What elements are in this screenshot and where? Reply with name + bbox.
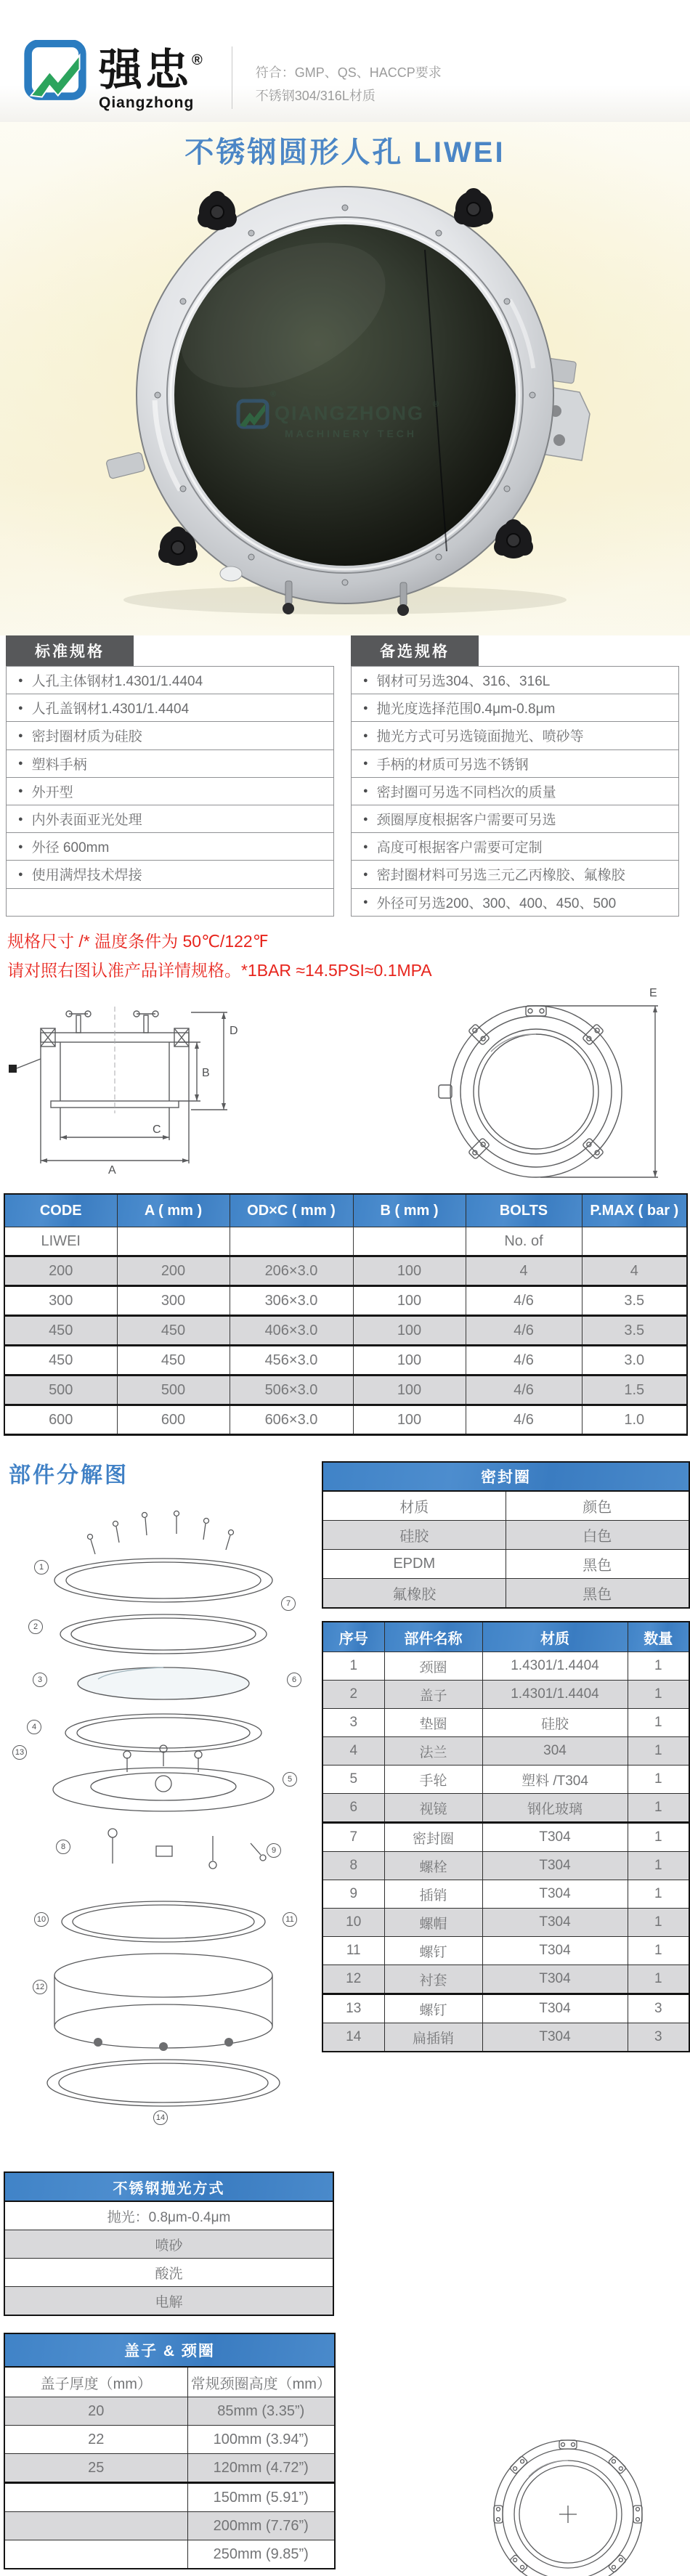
table-cell: 螺钉 bbox=[384, 1994, 482, 2023]
callout-11: 11 bbox=[283, 1912, 297, 1927]
table-cell: 5 bbox=[322, 1766, 384, 1794]
callout-1: 1 bbox=[34, 1560, 49, 1575]
spec-item bbox=[352, 777, 678, 805]
hero-section bbox=[0, 122, 690, 635]
table-cell: 100 bbox=[353, 1346, 466, 1376]
table-cell: 11 bbox=[322, 1937, 384, 1965]
tagline-line1: 符合：GMP、QS、HACCP要求 bbox=[255, 65, 442, 80]
spec-item bbox=[7, 860, 333, 887]
table-cell: 450 bbox=[4, 1316, 117, 1346]
notice-line1: 规格尺寸 /* 温度条件为 50℃/122℉ bbox=[7, 932, 269, 951]
table-cell: 12 bbox=[322, 1965, 384, 1994]
table-cell: 1 bbox=[628, 1737, 689, 1766]
seal-table-body bbox=[322, 1521, 689, 1609]
table-cell: 1 bbox=[628, 1965, 689, 1994]
bullet-icon: ● bbox=[18, 869, 23, 879]
table-row bbox=[322, 1994, 689, 2023]
table-cell: 硅胶 bbox=[482, 1709, 628, 1737]
size-table-subheader-row bbox=[4, 1227, 687, 1256]
table-cell: 常规颈圈高度（mm） bbox=[187, 2367, 335, 2397]
spec-item-text: 塑料手柄 bbox=[31, 757, 87, 773]
table-row bbox=[322, 1709, 689, 1737]
spec-item-text: 手柄的材质可另选不锈钢 bbox=[376, 757, 529, 773]
table-cell: 密封圈 bbox=[384, 1823, 482, 1852]
table-cell: 85mm (3.35”) bbox=[187, 2397, 335, 2426]
table-cell: 4 bbox=[466, 1256, 582, 1286]
svg-text:®: ® bbox=[433, 400, 439, 409]
table-row bbox=[322, 1937, 689, 1965]
table-cell: 13 bbox=[322, 1994, 384, 2023]
exploded-section-title: 部件分解图 bbox=[9, 1463, 129, 1487]
table-cell: 颈圈 bbox=[384, 1652, 482, 1681]
table-cell: 150mm (5.91”) bbox=[187, 2483, 335, 2512]
table-cell: 406×3.0 bbox=[230, 1316, 353, 1346]
table-cell: 螺栓 bbox=[384, 1852, 482, 1880]
table-row bbox=[4, 2397, 335, 2426]
table-row bbox=[4, 2201, 333, 2230]
table-row bbox=[4, 2454, 335, 2483]
table-cell: 500 bbox=[117, 1376, 230, 1405]
table-cell: 2 bbox=[322, 1681, 384, 1709]
svg-text:®: ® bbox=[270, 390, 277, 399]
bullet-icon: ● bbox=[363, 869, 368, 879]
spec-item-text: 颈圈厚度根据客户需要可另选 bbox=[376, 813, 556, 829]
table-cell: 3.5 bbox=[582, 1286, 687, 1316]
spec-item-text: 密封圈可另选不同档次的质量 bbox=[376, 784, 556, 800]
bullet-icon: ● bbox=[18, 703, 23, 712]
table-row bbox=[4, 1346, 687, 1376]
table-cell: 200mm (7.76”) bbox=[187, 2512, 335, 2540]
table-cell: 1 bbox=[628, 1937, 689, 1965]
cover-table-header-row bbox=[4, 2367, 335, 2397]
table-cell: 200 bbox=[117, 1256, 230, 1286]
table-row bbox=[322, 1521, 689, 1550]
table-cell: 4 bbox=[582, 1256, 687, 1286]
table-cell: 1 bbox=[628, 1880, 689, 1909]
optional-specs-list bbox=[351, 666, 679, 917]
table-cell bbox=[582, 1227, 687, 1256]
spec-item bbox=[352, 721, 678, 749]
table-cell bbox=[4, 2512, 187, 2540]
spec-item-text: 人孔盖钢材1.4301/1.4404 bbox=[31, 702, 190, 718]
bullet-icon: ● bbox=[363, 675, 368, 685]
table-cell: 硅胶 bbox=[322, 1521, 506, 1550]
svg-text:A: A bbox=[108, 1164, 116, 1177]
table-cell: T304 bbox=[482, 1852, 628, 1880]
size-table-body bbox=[4, 1256, 687, 1435]
table-cell: 306×3.0 bbox=[230, 1286, 353, 1316]
table-cell: 材质 bbox=[322, 1491, 506, 1521]
callout-13: 13 bbox=[12, 1745, 27, 1760]
brand-logo-icon bbox=[22, 40, 89, 110]
table-cell: 9 bbox=[322, 1880, 384, 1909]
table-row bbox=[322, 1852, 689, 1880]
table-cell: 喷砂 bbox=[4, 2230, 333, 2259]
table-cell: 盖子厚度（mm） bbox=[4, 2367, 187, 2397]
notice-line2: 请对照右图认准产品详情规格。*1BAR ≈14.5PSI≈0.1MPA bbox=[7, 961, 432, 980]
table-cell: 606×3.0 bbox=[230, 1405, 353, 1435]
table-cell: 300 bbox=[117, 1286, 230, 1316]
polish-table-body bbox=[4, 2201, 333, 2315]
spec-item bbox=[352, 667, 678, 694]
spec-item bbox=[7, 721, 333, 749]
header-tagline bbox=[256, 61, 442, 110]
callout-5: 5 bbox=[283, 1772, 297, 1787]
table-row bbox=[322, 1965, 689, 1994]
spec-item bbox=[352, 832, 678, 860]
callout-8: 8 bbox=[56, 1840, 70, 1854]
table-cell: T304 bbox=[482, 1937, 628, 1965]
table-cell: 1.5 bbox=[582, 1376, 687, 1405]
spec-item bbox=[7, 805, 333, 832]
table-cell: 1 bbox=[628, 1766, 689, 1794]
table-row bbox=[4, 1286, 687, 1316]
table-cell: 450 bbox=[117, 1346, 230, 1376]
table-cell: 4/6 bbox=[466, 1376, 582, 1405]
table-cell: T304 bbox=[482, 1965, 628, 1994]
table-cell: 600 bbox=[117, 1405, 230, 1435]
table-row bbox=[4, 2540, 335, 2569]
parts-table-header-row bbox=[322, 1622, 689, 1652]
bullet-icon: ● bbox=[18, 814, 23, 824]
table-cell bbox=[4, 2540, 187, 2569]
table-cell: 螺帽 bbox=[384, 1909, 482, 1937]
bullet-icon: ● bbox=[18, 731, 23, 740]
table-cell: 电解 bbox=[4, 2287, 333, 2316]
table-cell: 8 bbox=[322, 1852, 384, 1880]
table-cell: 3 bbox=[628, 2023, 689, 2052]
spec-item bbox=[7, 667, 333, 694]
seal-table-title-row bbox=[322, 1462, 689, 1491]
polish-table-title: 不锈钢抛光方式 bbox=[4, 2172, 333, 2201]
svg-text:B: B bbox=[202, 1067, 210, 1079]
table-cell: 1 bbox=[628, 1823, 689, 1852]
table-cell: 手轮 bbox=[384, 1766, 482, 1794]
table-cell: 200 bbox=[4, 1256, 117, 1286]
cover-table-title: 盖子 & 颈圈 bbox=[4, 2333, 335, 2367]
table-cell: 100 bbox=[353, 1376, 466, 1405]
table-cell: 1.4301/1.4404 bbox=[482, 1652, 628, 1681]
table-cell: 1 bbox=[628, 1909, 689, 1937]
svg-text:D: D bbox=[230, 1025, 238, 1037]
table-cell: 206×3.0 bbox=[230, 1256, 353, 1286]
table-cell: 1 bbox=[628, 1652, 689, 1681]
table-cell: 4 bbox=[322, 1737, 384, 1766]
spec-item bbox=[352, 749, 678, 777]
table-cell: 250mm (9.85”) bbox=[187, 2540, 335, 2569]
callout-10: 10 bbox=[34, 1912, 49, 1927]
callout-6: 6 bbox=[287, 1673, 301, 1687]
spec-item bbox=[7, 777, 333, 805]
table-cell: 500 bbox=[4, 1376, 117, 1405]
table-cell: 100 bbox=[353, 1316, 466, 1346]
standard-specs-list bbox=[6, 666, 334, 917]
standard-specs-panel bbox=[6, 635, 334, 917]
table-cell: 氟橡胶 bbox=[322, 1579, 506, 1609]
callout-3: 3 bbox=[33, 1673, 47, 1687]
table-cell: 1.0 bbox=[582, 1405, 687, 1435]
spec-item-text: 密封圈材料可另选三元乙丙橡胶、氟橡胶 bbox=[376, 868, 625, 884]
spec-item bbox=[352, 888, 678, 916]
table-row bbox=[4, 2287, 333, 2316]
table-cell bbox=[4, 2483, 187, 2512]
bullet-icon: ● bbox=[18, 842, 23, 851]
table-row bbox=[4, 1316, 687, 1346]
seal-ring-table bbox=[322, 1461, 690, 1609]
bullet-icon: ● bbox=[18, 675, 23, 685]
table-cell: T304 bbox=[482, 1823, 628, 1852]
parts-table-body bbox=[322, 1652, 689, 2052]
bullet-icon: ● bbox=[363, 842, 368, 851]
table-cell: 304 bbox=[482, 1737, 628, 1766]
temperature-notice bbox=[7, 927, 432, 985]
cover-table-body bbox=[4, 2397, 335, 2569]
spec-item bbox=[7, 888, 333, 916]
spec-item bbox=[7, 832, 333, 860]
table-cell bbox=[353, 1227, 466, 1256]
header-cell: 序号 bbox=[322, 1622, 384, 1652]
table-row bbox=[322, 1794, 689, 1823]
svg-text:E: E bbox=[649, 987, 657, 999]
brand-text bbox=[99, 46, 206, 111]
header-cell: OD×C ( mm ) bbox=[230, 1194, 353, 1227]
table-cell: 506×3.0 bbox=[230, 1376, 353, 1405]
table-row bbox=[4, 2230, 333, 2259]
table-cell: 450 bbox=[117, 1316, 230, 1346]
cover-neck-table bbox=[4, 2333, 336, 2569]
front-view-drawing bbox=[405, 979, 689, 1197]
table-cell: 100mm (3.94”) bbox=[187, 2426, 335, 2454]
header-cell: 部件名称 bbox=[384, 1622, 482, 1652]
spec-item-text: 使用满焊技术焊接 bbox=[31, 868, 142, 884]
brand-name-cn: 强忠 bbox=[99, 46, 192, 94]
table-row bbox=[322, 1652, 689, 1681]
table-cell: 10 bbox=[322, 1909, 384, 1937]
spec-item-text: 人孔主体钢材1.4301/1.4404 bbox=[31, 674, 203, 690]
header-cell: CODE bbox=[4, 1194, 117, 1227]
table-cell: 黑色 bbox=[506, 1579, 689, 1609]
table-cell: 20 bbox=[4, 2397, 187, 2426]
header-cell: B ( mm ) bbox=[353, 1194, 466, 1227]
callout-2: 2 bbox=[28, 1620, 43, 1634]
seal-table-title: 密封圈 bbox=[322, 1462, 689, 1491]
table-row bbox=[322, 1737, 689, 1766]
parts-list-table bbox=[322, 1621, 690, 2052]
spec-item-text: 抛光方式可另选镜面抛光、喷砂等 bbox=[376, 729, 584, 745]
table-cell: 3 bbox=[628, 1994, 689, 2023]
table-row bbox=[4, 1405, 687, 1435]
callout-9: 9 bbox=[267, 1843, 281, 1858]
optional-specs-panel bbox=[351, 635, 679, 917]
table-cell: 塑料 /T304 bbox=[482, 1766, 628, 1794]
table-row bbox=[322, 1579, 689, 1609]
table-cell: 100 bbox=[353, 1405, 466, 1435]
spec-item bbox=[7, 694, 333, 721]
table-cell: 100 bbox=[353, 1286, 466, 1316]
table-cell: 100 bbox=[353, 1256, 466, 1286]
bullet-icon: ● bbox=[363, 814, 368, 824]
cross-section-drawing bbox=[6, 986, 253, 1186]
seal-table-header-row bbox=[322, 1491, 689, 1521]
table-cell: 1.4301/1.4404 bbox=[482, 1681, 628, 1709]
product-photo-manhole bbox=[0, 163, 690, 627]
svg-text:MACHINERY TECH: MACHINERY TECH bbox=[285, 428, 418, 439]
table-row bbox=[322, 1909, 689, 1937]
table-cell: 螺钉 bbox=[384, 1937, 482, 1965]
table-cell: 22 bbox=[4, 2426, 187, 2454]
bullet-icon: ● bbox=[363, 787, 368, 796]
table-row bbox=[4, 1256, 687, 1286]
spec-item-text: 外径可另选200、300、400、450、500 bbox=[376, 895, 617, 911]
spec-item-text: 内外表面亚光处理 bbox=[31, 813, 142, 829]
table-row bbox=[322, 1880, 689, 1909]
bottom-front-view-drawing bbox=[452, 2420, 690, 2576]
callout-14: 14 bbox=[153, 2110, 168, 2125]
table-row bbox=[4, 2483, 335, 2512]
table-row bbox=[322, 2023, 689, 2052]
polish-table-title-row bbox=[4, 2172, 333, 2201]
spec-item-text: 钢材可另选304、316、316L bbox=[376, 674, 551, 690]
table-cell: 6 bbox=[322, 1794, 384, 1823]
exploded-diagram-art bbox=[11, 1502, 316, 2141]
table-cell: LIWEI bbox=[4, 1227, 117, 1256]
spec-item-text: 高度可根据客户需要可定制 bbox=[376, 840, 543, 856]
table-cell: 垫圈 bbox=[384, 1709, 482, 1737]
table-cell: 456×3.0 bbox=[230, 1346, 353, 1376]
header-cell: BOLTS bbox=[466, 1194, 582, 1227]
header-cell: 数量 bbox=[628, 1622, 689, 1652]
table-cell: T304 bbox=[482, 1909, 628, 1937]
table-cell: EPDM bbox=[322, 1550, 506, 1579]
header-cell: A ( mm ) bbox=[117, 1194, 230, 1227]
table-cell: 25 bbox=[4, 2454, 187, 2483]
bullet-icon: ● bbox=[363, 731, 368, 740]
table-cell: 插销 bbox=[384, 1880, 482, 1909]
table-cell: 视镜 bbox=[384, 1794, 482, 1823]
spec-item-text: 密封圈材质为硅胶 bbox=[31, 729, 142, 745]
table-cell: 扁插销 bbox=[384, 2023, 482, 2052]
table-cell: 抛光：0.8μm-0.4μm bbox=[4, 2201, 333, 2230]
tagline-line2: 不锈钢304/316L材质 bbox=[255, 89, 376, 103]
table-row bbox=[4, 2426, 335, 2454]
table-cell bbox=[117, 1227, 230, 1256]
table-cell: 450 bbox=[4, 1346, 117, 1376]
spec-item-text: 外径 600mm bbox=[31, 840, 110, 856]
callout-7: 7 bbox=[281, 1596, 296, 1611]
table-cell: T304 bbox=[482, 2023, 628, 2052]
table-cell: 4/6 bbox=[466, 1316, 582, 1346]
spec-item-text: 外开型 bbox=[31, 784, 73, 800]
table-cell: 3 bbox=[322, 1709, 384, 1737]
table-cell: 14 bbox=[322, 2023, 384, 2052]
table-cell: 1 bbox=[628, 1709, 689, 1737]
table-cell: 盖子 bbox=[384, 1681, 482, 1709]
table-cell: 黑色 bbox=[506, 1550, 689, 1579]
table-cell: 120mm (4.72”) bbox=[187, 2454, 335, 2483]
bullet-icon: ● bbox=[18, 759, 23, 768]
standard-specs-tab: 标准规格 bbox=[6, 635, 134, 666]
header-cell: 材质 bbox=[482, 1622, 628, 1652]
table-cell: 1 bbox=[628, 1852, 689, 1880]
table-cell: 1 bbox=[628, 1794, 689, 1823]
size-spec-table bbox=[4, 1193, 688, 1436]
page-header bbox=[0, 0, 690, 122]
table-cell: 法兰 bbox=[384, 1737, 482, 1766]
spec-item bbox=[352, 860, 678, 887]
bullet-icon: ● bbox=[363, 703, 368, 712]
table-row bbox=[322, 1823, 689, 1852]
table-cell: 1 bbox=[322, 1652, 384, 1681]
bullet-icon: ● bbox=[363, 898, 368, 907]
polish-methods-table bbox=[4, 2171, 334, 2316]
callout-4: 4 bbox=[27, 1720, 41, 1734]
header-cell: P.MAX ( bar ) bbox=[582, 1194, 687, 1227]
table-cell: T304 bbox=[482, 1994, 628, 2023]
page-title: 不锈钢圆形人孔 LIWEI bbox=[184, 137, 506, 168]
table-row bbox=[322, 1550, 689, 1579]
size-table-header-row bbox=[4, 1194, 687, 1227]
table-cell: 3.5 bbox=[582, 1316, 687, 1346]
table-cell: 1 bbox=[628, 1681, 689, 1709]
table-row bbox=[322, 1681, 689, 1709]
bullet-icon: ● bbox=[18, 787, 23, 796]
callout-12: 12 bbox=[33, 1980, 47, 1994]
spec-item bbox=[352, 805, 678, 832]
table-cell: 颜色 bbox=[506, 1491, 689, 1521]
table-cell: 4/6 bbox=[466, 1286, 582, 1316]
table-row bbox=[4, 2512, 335, 2540]
registered-mark-icon: ® bbox=[192, 52, 206, 68]
table-cell: 钢化玻璃 bbox=[482, 1794, 628, 1823]
optional-specs-tab: 备选规格 bbox=[351, 635, 479, 666]
table-cell: 4/6 bbox=[466, 1346, 582, 1376]
table-row bbox=[322, 1766, 689, 1794]
table-cell: 4/6 bbox=[466, 1405, 582, 1435]
brand-name-en: Qiangzhong bbox=[99, 94, 195, 111]
spec-item bbox=[352, 694, 678, 721]
table-cell: 白色 bbox=[506, 1521, 689, 1550]
table-cell: 酸洗 bbox=[4, 2259, 333, 2287]
spec-item-text: 抛光度选择范围0.4μm-0.8μm bbox=[376, 702, 556, 718]
table-cell: No. of bbox=[466, 1227, 582, 1256]
table-cell: 衬套 bbox=[384, 1965, 482, 1994]
svg-text:C: C bbox=[153, 1124, 161, 1136]
spec-item bbox=[7, 749, 333, 777]
table-cell: 300 bbox=[4, 1286, 117, 1316]
table-cell: 600 bbox=[4, 1405, 117, 1435]
table-cell: 3.0 bbox=[582, 1346, 687, 1376]
cover-table-title-row bbox=[4, 2333, 335, 2367]
bullet-icon: ● bbox=[363, 759, 368, 768]
table-row bbox=[4, 2259, 333, 2287]
table-cell: 7 bbox=[322, 1823, 384, 1852]
table-cell bbox=[230, 1227, 353, 1256]
table-row bbox=[4, 1376, 687, 1405]
table-cell: T304 bbox=[482, 1880, 628, 1909]
svg-text:QIANGZHONG: QIANGZHONG bbox=[275, 402, 424, 424]
exploded-parts-diagram bbox=[11, 1502, 316, 2141]
